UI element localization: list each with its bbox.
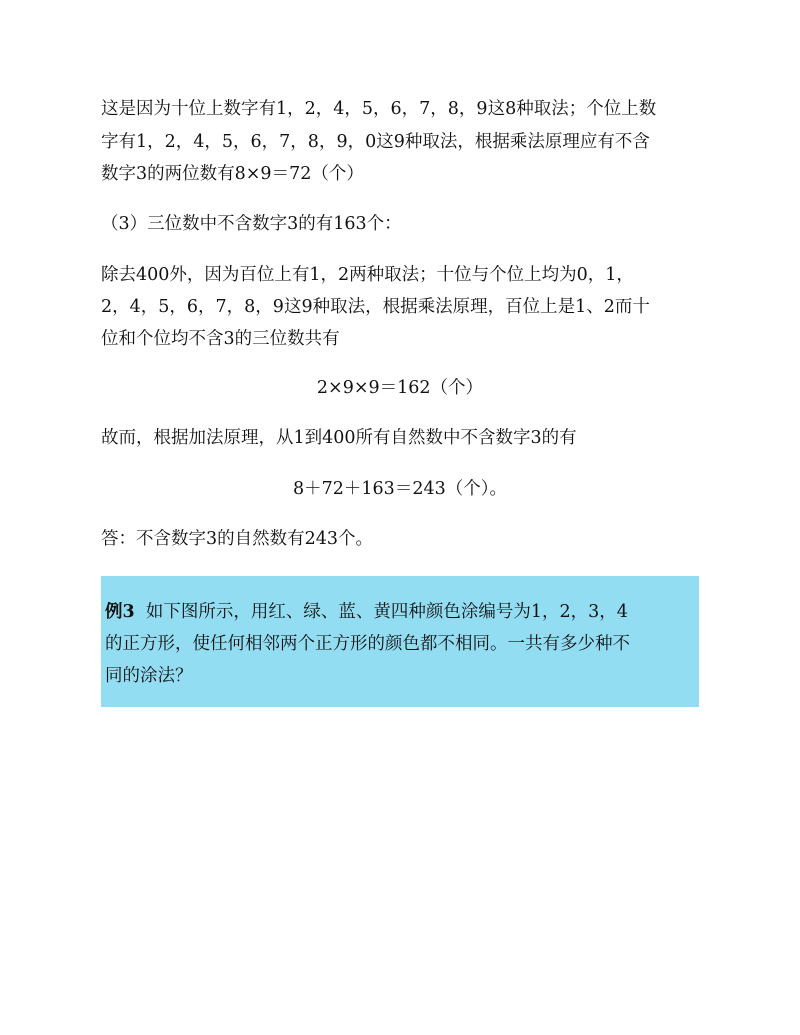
paragraph-1-line-3: 数字3的两位数有8×9＝72（个） (101, 164, 364, 184)
paragraph-2-line-3: 位和个位均不含3的三位数共有 (101, 329, 340, 349)
example-text-1: 如下图所示，用红、绿、蓝、黄四种颜色涂编号为1，2，3，4 (145, 602, 628, 622)
paragraph-2-line-2: 2，4，5，6，7，8，9这9种取法，根据乘法原理，百位上是1、2而十 (101, 297, 650, 317)
example-3-line-2: 的正方形，使任何相邻两个正方形的颜色都不相同。一共有多少种不 (105, 634, 630, 654)
paragraph-2-line-1: 除去400外，因为百位上有1，2两种取法；十位与个位上均为0，1， (101, 265, 634, 285)
formula-1: 2×9×9＝162（个） (316, 378, 484, 398)
section-heading-3: （3）三位数中不含数字3的有163个： (101, 214, 402, 234)
example-3-box (101, 576, 699, 707)
example-3-line-3: 同的涂法？ (105, 666, 193, 686)
paragraph-3: 故而，根据加法原理，从1到400所有自然数中不含数字3的有 (101, 428, 577, 448)
paragraph-1-line-2: 字有1，2，4，5，6，7，8，9，0这9种取法，根据乘法原理应有不含 (101, 132, 650, 152)
example-3-line-1 (105, 600, 628, 624)
paragraph-1-line-1: 这是因为十位上数字有1，2，4，5，6，7，8，9这8种取法；个位上数 (101, 99, 657, 119)
formula-2: 8＋72＋163＝243（个）。 (293, 479, 507, 499)
example-label: 例3 (105, 602, 135, 622)
answer-line: 答：不含数字3的自然数有243个。 (101, 529, 374, 549)
